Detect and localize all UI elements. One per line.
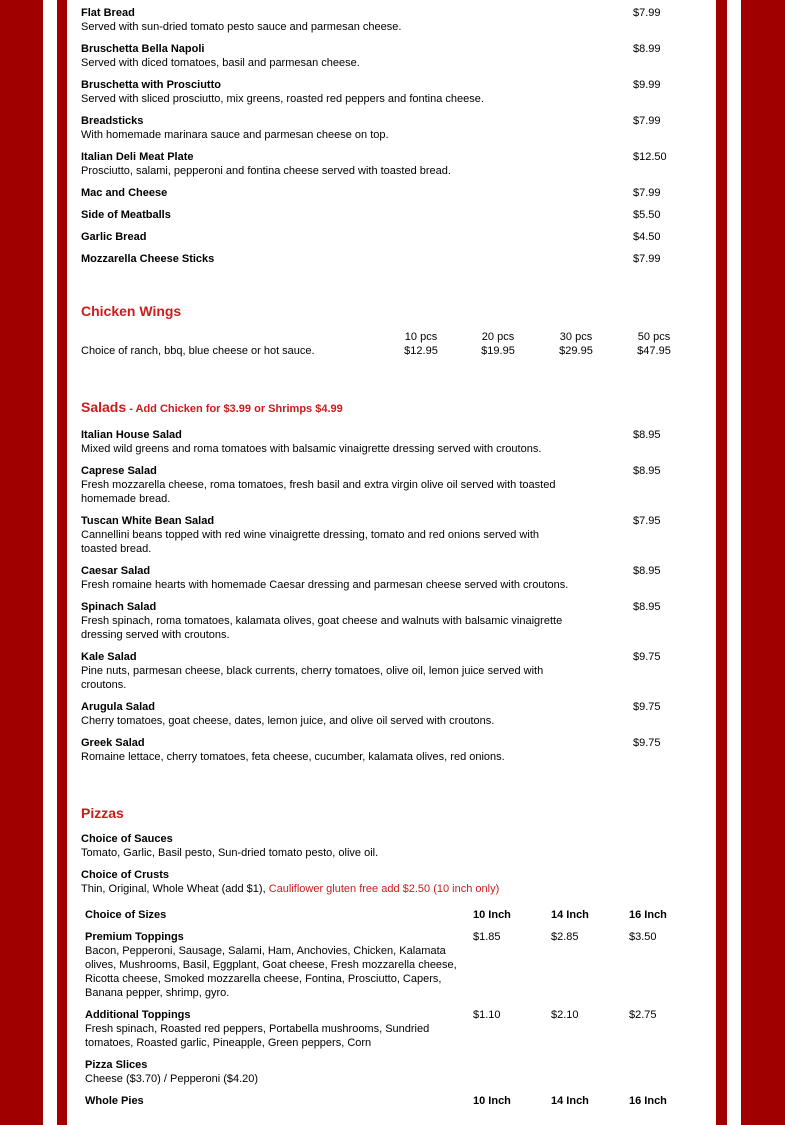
item-name: Bruschetta with Prosciutto	[81, 79, 221, 91]
wings-price: $29.95	[559, 345, 593, 357]
item-description: Cherry tomatoes, goat cheese, dates, lemon juice, and olive oil served with croutons.	[81, 715, 495, 727]
item-price: $4.50	[633, 231, 661, 243]
slices-desc: Cheese ($3.70) / Pepperoni ($4.20)	[85, 1073, 259, 1085]
item-description: Cannellini beans topped with red wine vinaigrette dressing, tomato and red onions served with toasted bread.	[81, 529, 539, 555]
salad-item	[81, 514, 701, 556]
item-price: $8.95	[633, 429, 661, 441]
item-name: Mac and Cheese	[81, 187, 168, 199]
appetizer-item	[81, 186, 701, 200]
pizza-sauces	[81, 832, 701, 860]
item-price: $12.50	[633, 151, 667, 163]
item-price: $7.99	[633, 253, 661, 265]
whole-16-header: 16 Inch	[629, 1095, 667, 1107]
appetizer-item	[81, 78, 701, 106]
item-name: Tuscan White Bean Salad	[81, 515, 215, 527]
section-title-salads: Salads	[81, 399, 127, 415]
item-name: Italian Deli Meat Plate	[81, 151, 194, 163]
item-price: $7.99	[633, 187, 661, 199]
section-title-wings: Chicken Wings	[81, 303, 182, 319]
item-description: Pine nuts, parmesan cheese, black currents, cherry tomatoes, olive oil, lemon juice served with croutons.	[81, 665, 544, 691]
salad-item	[81, 600, 701, 642]
item-description: Prosciutto, salami, pepperoni and fontina cheese served with toasted bread.	[81, 165, 451, 177]
wings-price: $47.95	[637, 345, 671, 357]
premium-toppings-row	[85, 930, 693, 1000]
appetizer-item	[81, 230, 701, 244]
additional-desc: Fresh spinach, Roasted red peppers, Portabella mushrooms, Sundried tomatoes, Roasted garlic, Pineapple, Green peppers, Corn	[85, 1023, 430, 1049]
whole-pies-row	[85, 1094, 693, 1108]
right-white-band	[727, 0, 741, 1125]
additional-title: Additional Toppings	[85, 1009, 191, 1021]
item-name: Kale Salad	[81, 651, 137, 663]
menu-content	[81, 0, 701, 1116]
salad-item	[81, 428, 701, 456]
item-name: Arugula Salad	[81, 701, 155, 713]
additional-price-10: $1.10	[473, 1009, 501, 1021]
menu-page	[67, 0, 716, 1125]
wings-option	[468, 330, 528, 358]
wings-option	[624, 330, 684, 358]
whole-14-header: 14 Inch	[551, 1095, 589, 1107]
wings-size: 20 pcs	[481, 331, 515, 343]
item-name: Italian House Salad	[81, 429, 182, 441]
crusts-note: Cauliflower gluten free add $2.50 (10 inch only)	[268, 883, 500, 895]
wings-price: $12.95	[404, 345, 438, 357]
whole-title: Whole Pies	[85, 1095, 144, 1107]
wings-size: 30 pcs	[559, 331, 593, 343]
wings-description: Choice of ranch, bbq, blue cheese or hot sauce.	[81, 345, 315, 357]
premium-desc: Bacon, Pepperoni, Sausage, Salami, Ham, Anchovies, Chicken, Kalamata olives, Mushrooms, Basil, Eggplant, Goat cheese, Fresh mozzarella cheese, Ricotta cheese, Smoked mozzarella cheese, Fontina, Prosciutto, Capers, Banana pepper, shrimp, gyro.	[85, 945, 457, 999]
pizzas-section	[81, 804, 701, 1108]
salads-heading	[81, 398, 701, 418]
item-price: $9.99	[633, 79, 661, 91]
additional-price-14: $2.10	[551, 1009, 579, 1021]
salad-list	[81, 428, 701, 764]
slices-title: Pizza Slices	[85, 1059, 148, 1071]
item-price: $9.75	[633, 737, 661, 749]
appetizer-item	[81, 6, 701, 34]
sizes-title: Choice of Sizes	[85, 909, 167, 921]
item-description: Fresh spinach, roma tomatoes, kalamata olives, goat cheese and walnuts with balsamic vinaigrette dressing served with croutons.	[81, 615, 563, 641]
appetizer-item	[81, 208, 701, 222]
appetizer-item	[81, 42, 701, 70]
item-description: Fresh mozzarella cheese, roma tomatoes, fresh basil and extra virgin olive oil served with toasted homemade bread.	[81, 479, 556, 505]
item-price: $5.50	[633, 209, 661, 221]
premium-title: Premium Toppings	[85, 931, 184, 943]
item-description: Mixed wild greens and roma tomatoes with balsamic vinaigrette dressing served with croutons.	[81, 443, 542, 455]
appetizer-item	[81, 150, 701, 178]
item-name: Caprese Salad	[81, 465, 157, 477]
sauces-title: Choice of Sauces	[81, 833, 173, 845]
wings-size: 10 pcs	[404, 331, 438, 343]
premium-price-14: $2.85	[551, 931, 579, 943]
item-name: Garlic Bread	[81, 231, 147, 243]
item-price: $9.75	[633, 651, 661, 663]
appetizer-item	[81, 114, 701, 142]
item-price: $8.95	[633, 565, 661, 577]
item-name: Mozzarella Cheese Sticks	[81, 253, 215, 265]
item-price: $7.99	[633, 115, 661, 127]
item-name: Breadsticks	[81, 115, 144, 127]
pizza-price-table	[85, 908, 693, 1108]
whole-10-header: 10 Inch	[473, 1095, 511, 1107]
wings-price: $19.95	[481, 345, 515, 357]
appetizer-list	[81, 0, 701, 266]
wings-size: 50 pcs	[637, 331, 671, 343]
item-name: Spinach Salad	[81, 601, 157, 613]
salad-item	[81, 464, 701, 506]
crusts-desc	[81, 882, 701, 896]
item-price: $7.99	[633, 7, 661, 19]
salad-item	[81, 650, 701, 692]
item-name: Flat Bread	[81, 7, 135, 19]
wings-option	[546, 330, 606, 358]
wings-option	[391, 330, 451, 358]
salads-subtitle: - Add Chicken for $3.99 or Shrimps $4.99	[129, 403, 343, 415]
salad-item	[81, 736, 701, 764]
item-description: Fresh romaine hearts with homemade Caesar dressing and parmesan cheese served with croutons.	[81, 579, 569, 591]
item-description: With homemade marinara sauce and parmesan cheese on top.	[81, 129, 389, 141]
item-price: $8.95	[633, 601, 661, 613]
size-14-header: 14 Inch	[551, 909, 589, 921]
item-description: Romaine lettace, cherry tomatoes, feta cheese, cucumber, kalamata olives, red onions.	[81, 751, 505, 763]
premium-price-10: $1.85	[473, 931, 501, 943]
size-10-header: 10 Inch	[473, 909, 511, 921]
crusts-title: Choice of Crusts	[81, 869, 170, 881]
additional-price-16: $2.75	[629, 1009, 657, 1021]
pizza-crusts	[81, 868, 701, 896]
item-price: $7.95	[633, 515, 661, 527]
salad-item	[81, 700, 701, 728]
section-title-pizzas: Pizzas	[81, 805, 124, 821]
item-name: Bruschetta Bella Napoli	[81, 43, 205, 55]
item-name: Greek Salad	[81, 737, 145, 749]
left-white-band	[43, 0, 57, 1125]
crusts-text: Thin, Original, Whole Wheat (add $1),	[81, 883, 269, 895]
appetizer-item	[81, 252, 701, 266]
premium-price-16: $3.50	[629, 931, 657, 943]
item-description: Served with sliced prosciutto, mix greens, roasted red peppers and fontina cheese.	[81, 93, 484, 105]
item-description: Served with diced tomatoes, basil and parmesan cheese.	[81, 57, 360, 69]
salad-item	[81, 564, 701, 592]
item-price: $9.75	[633, 701, 661, 713]
sauces-desc: Tomato, Garlic, Basil pesto, Sun-dried tomato pesto, olive oil.	[81, 847, 379, 859]
chicken-wings-section	[81, 302, 701, 358]
additional-toppings-row	[85, 1008, 693, 1050]
item-description: Served with sun-dried tomato pesto sauce and parmesan cheese.	[81, 21, 402, 33]
item-price: $8.99	[633, 43, 661, 55]
salads-section	[81, 398, 701, 764]
sizes-header-row	[85, 908, 693, 922]
item-name: Side of Meatballs	[81, 209, 171, 221]
pizza-slices-row	[85, 1058, 693, 1086]
item-name: Caesar Salad	[81, 565, 151, 577]
size-16-header: 16 Inch	[629, 909, 667, 921]
item-price: $8.95	[633, 465, 661, 477]
wings-row	[81, 330, 701, 358]
